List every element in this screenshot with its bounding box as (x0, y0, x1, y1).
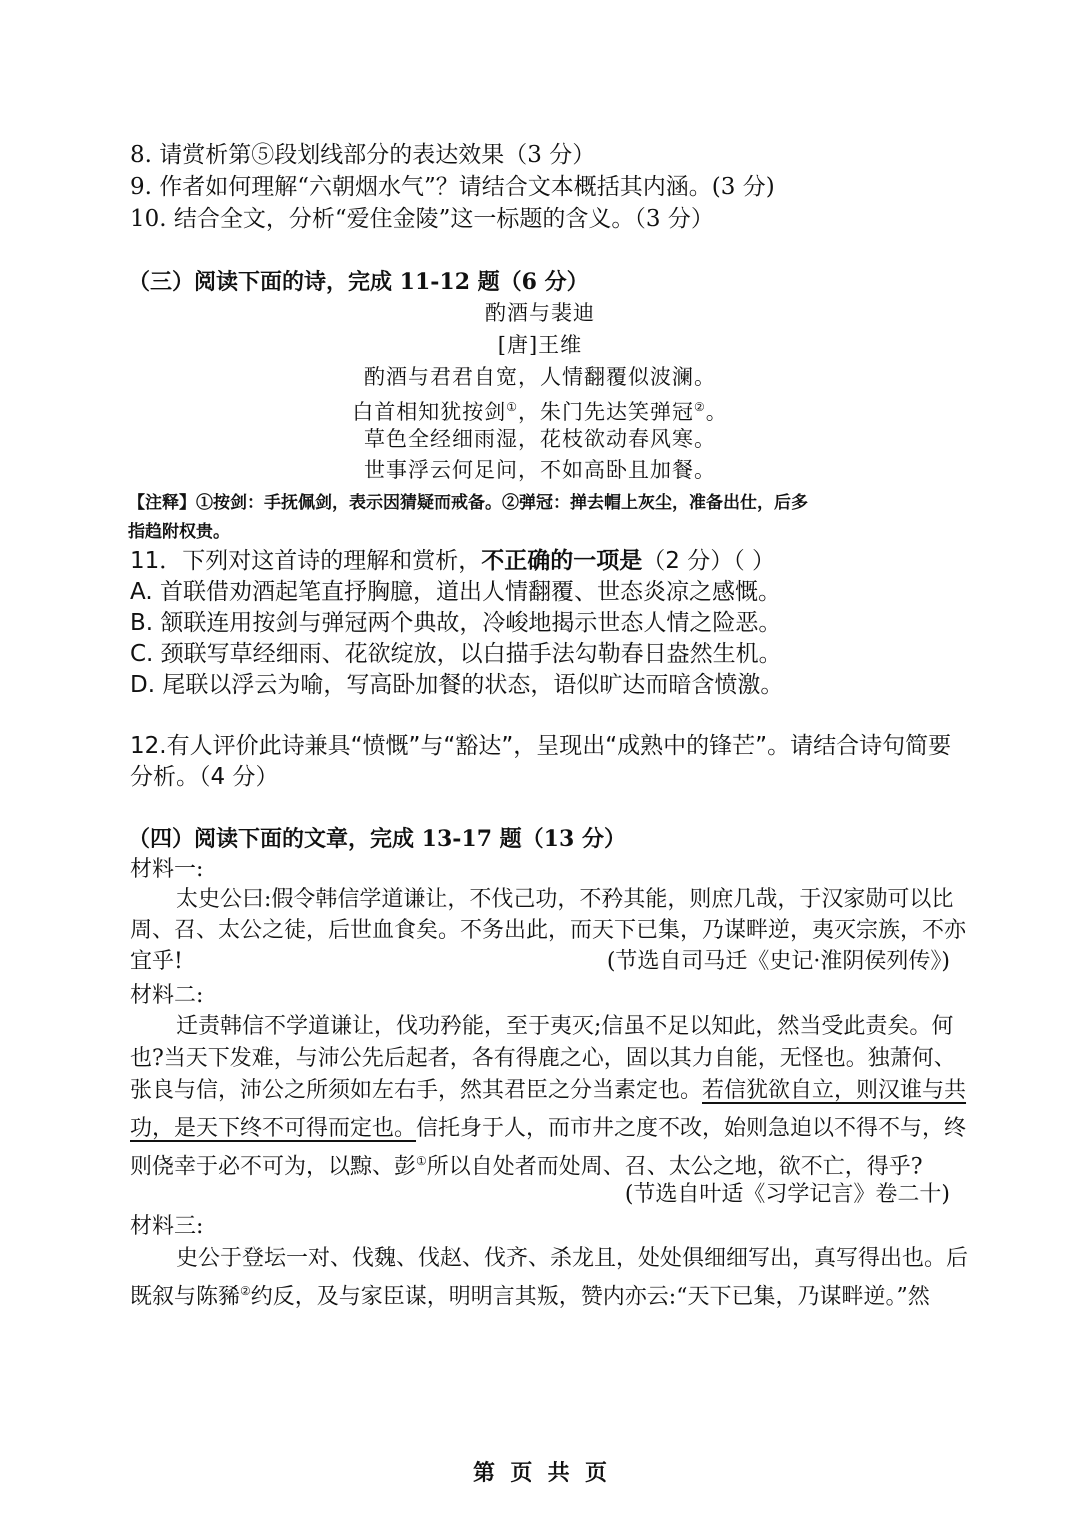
material-3-line-1: 史公于登坛一对、伐魏、伐赵、伐齐、杀龙且，处处俱细细写出，真写得出也。后 (176, 1246, 969, 1271)
material-1-line-2: 周、召、太公之徒，后世血食矣。不务出此，而天下已集，乃谋畔逆，夷灭宗族，不亦 (130, 918, 967, 943)
material-3-line-2 (130, 1276, 930, 1312)
material-1-line-3: 宜乎! (130, 949, 183, 974)
material-3-label: 材料三: (130, 1214, 204, 1239)
material-2-line-5 (130, 1146, 923, 1182)
poem-line-1: 酌酒与君君自宽，人情翻覆似波澜。 (364, 365, 716, 389)
question-8: 8. 请赏析第⑤段划线部分的表达效果（3 分） (130, 142, 596, 168)
question-11-prefix: 11．下列对这首诗的理解和赏析， (130, 548, 482, 574)
material-2-line-4-plain: 信托身于人，而市井之度不改，始则急迫以不得不与，终 (416, 1116, 967, 1141)
option-d: D. 尾联以浮云为喻，写高卧加餐的状态，语似旷达而暗含愤激。 (130, 672, 784, 698)
option-b: B. 颔联连用按剑与弹冠两个典故，冷峻地揭示世态人情之险恶。 (130, 610, 782, 636)
poem-note-line-1: 【注释】①按剑：手抚佩剑，表示因猜疑而戒备。②弹冠：掸去帽上灰尘，准备出仕，后多 (128, 493, 808, 513)
option-c: C. 颈联写草经细雨、花欲绽放，以白描手法勾勒春日盎然生机。 (130, 641, 782, 667)
material-2-line-1: 迁责韩信不学道谦让，伐功矜能，至于夷灭;信虽不足以知此，然当受此责矣。何 (176, 1014, 954, 1039)
footnote-marker-2: ② (694, 400, 706, 414)
poem-line-3: 草色全经细雨湿，花枝欲动春风寒。 (364, 427, 716, 451)
material-2-label: 材料二: (130, 983, 204, 1008)
material-2-line-5-b: 所以自处者而处周、召、太公之地，欲不亡，得乎? (426, 1154, 923, 1180)
material-1-line-1: 太史公曰:假令韩信学道谦让，不伐己功，不矜其能，则庶几哉，于汉家勋可以比 (176, 887, 954, 912)
section3-header: （三）阅读下面的诗，完成 11-12 题（6 分） (128, 269, 589, 295)
page-footer: 第 页 共 页 (473, 1460, 607, 1486)
question-12-line-1: 12.有人评价此诗兼具“愤慨”与“豁达”，呈现出“成熟中的锋芒”。请结合诗句简要 (130, 733, 952, 759)
question-12-line-2: 分析。（4 分） (130, 764, 279, 790)
material-1-label: 材料一: (130, 857, 204, 882)
material-2-underlined-b: 功，是天下终不可得而定也。 (130, 1116, 417, 1141)
poem-author: [唐]王维 (497, 333, 583, 357)
footnote-marker-4: ② (240, 1284, 251, 1298)
material-2-underlined-a: 若信犹欲自立，则汉谁与共 (702, 1078, 967, 1103)
poem-line-2-a: 白首相知犹按剑 (352, 400, 507, 424)
material-2-line-2: 也?当天下发难，与沛公先后起者，各有得鹿之心，固以其力自能，无怪也。独萧何、 (130, 1046, 956, 1071)
poem-line-2 (0, 392, 1080, 427)
poem-line-2-c: 。 (705, 400, 728, 424)
poem-note-line-2: 指趋附权贵。 (128, 522, 230, 542)
material-3-line-2-a: 既叙与陈豨 (130, 1284, 241, 1310)
question-10: 10. 结合全文，分析“爱住金陵”这一标题的含义。（3 分） (130, 206, 714, 232)
material-2-line-3-plain: 张良与信，沛公之所须如左右手，然其君臣之分当素定也。 (130, 1078, 703, 1103)
question-11 (130, 546, 775, 576)
material-2-line-3 (130, 1076, 966, 1106)
section4-header: （四）阅读下面的文章，完成 13-17 题（13 分） (128, 826, 626, 852)
material-1-source: (节选自司马迁《史记·淮阴侯列传》) (606, 949, 950, 974)
poem-line-2-b: ，朱门先达笑弹冠 (518, 400, 694, 424)
question-11-emphasis: 不正确的一项是 (481, 548, 643, 574)
option-a: A. 首联借劝酒起笔直抒胸臆，道出人情翻覆、世态炎凉之感慨。 (130, 579, 781, 605)
material-2-line-4 (130, 1114, 966, 1144)
poem-line-4: 世事浮云何足问，不如高卧且加餐。 (364, 458, 716, 482)
footnote-marker-1: ① (506, 400, 518, 414)
footnote-marker-3: ① (416, 1154, 427, 1168)
question-11-suffix: （2 分）（ ） (642, 548, 776, 574)
material-3-line-2-b: 约反，及与家臣谋，明明言其叛，赞内亦云:“天下已集，乃谋畔逆。”然 (250, 1284, 930, 1310)
question-9: 9. 作者如何理解“六朝烟水气”？请结合文本概括其内涵。(3 分) (130, 174, 775, 200)
poem-title: 酌酒与裴迪 (485, 301, 595, 325)
material-2-source: (节选自叶适《习学记言》卷二十) (624, 1182, 950, 1207)
material-2-line-5-a: 则侥幸于必不可为，以黥、彭 (130, 1154, 417, 1180)
